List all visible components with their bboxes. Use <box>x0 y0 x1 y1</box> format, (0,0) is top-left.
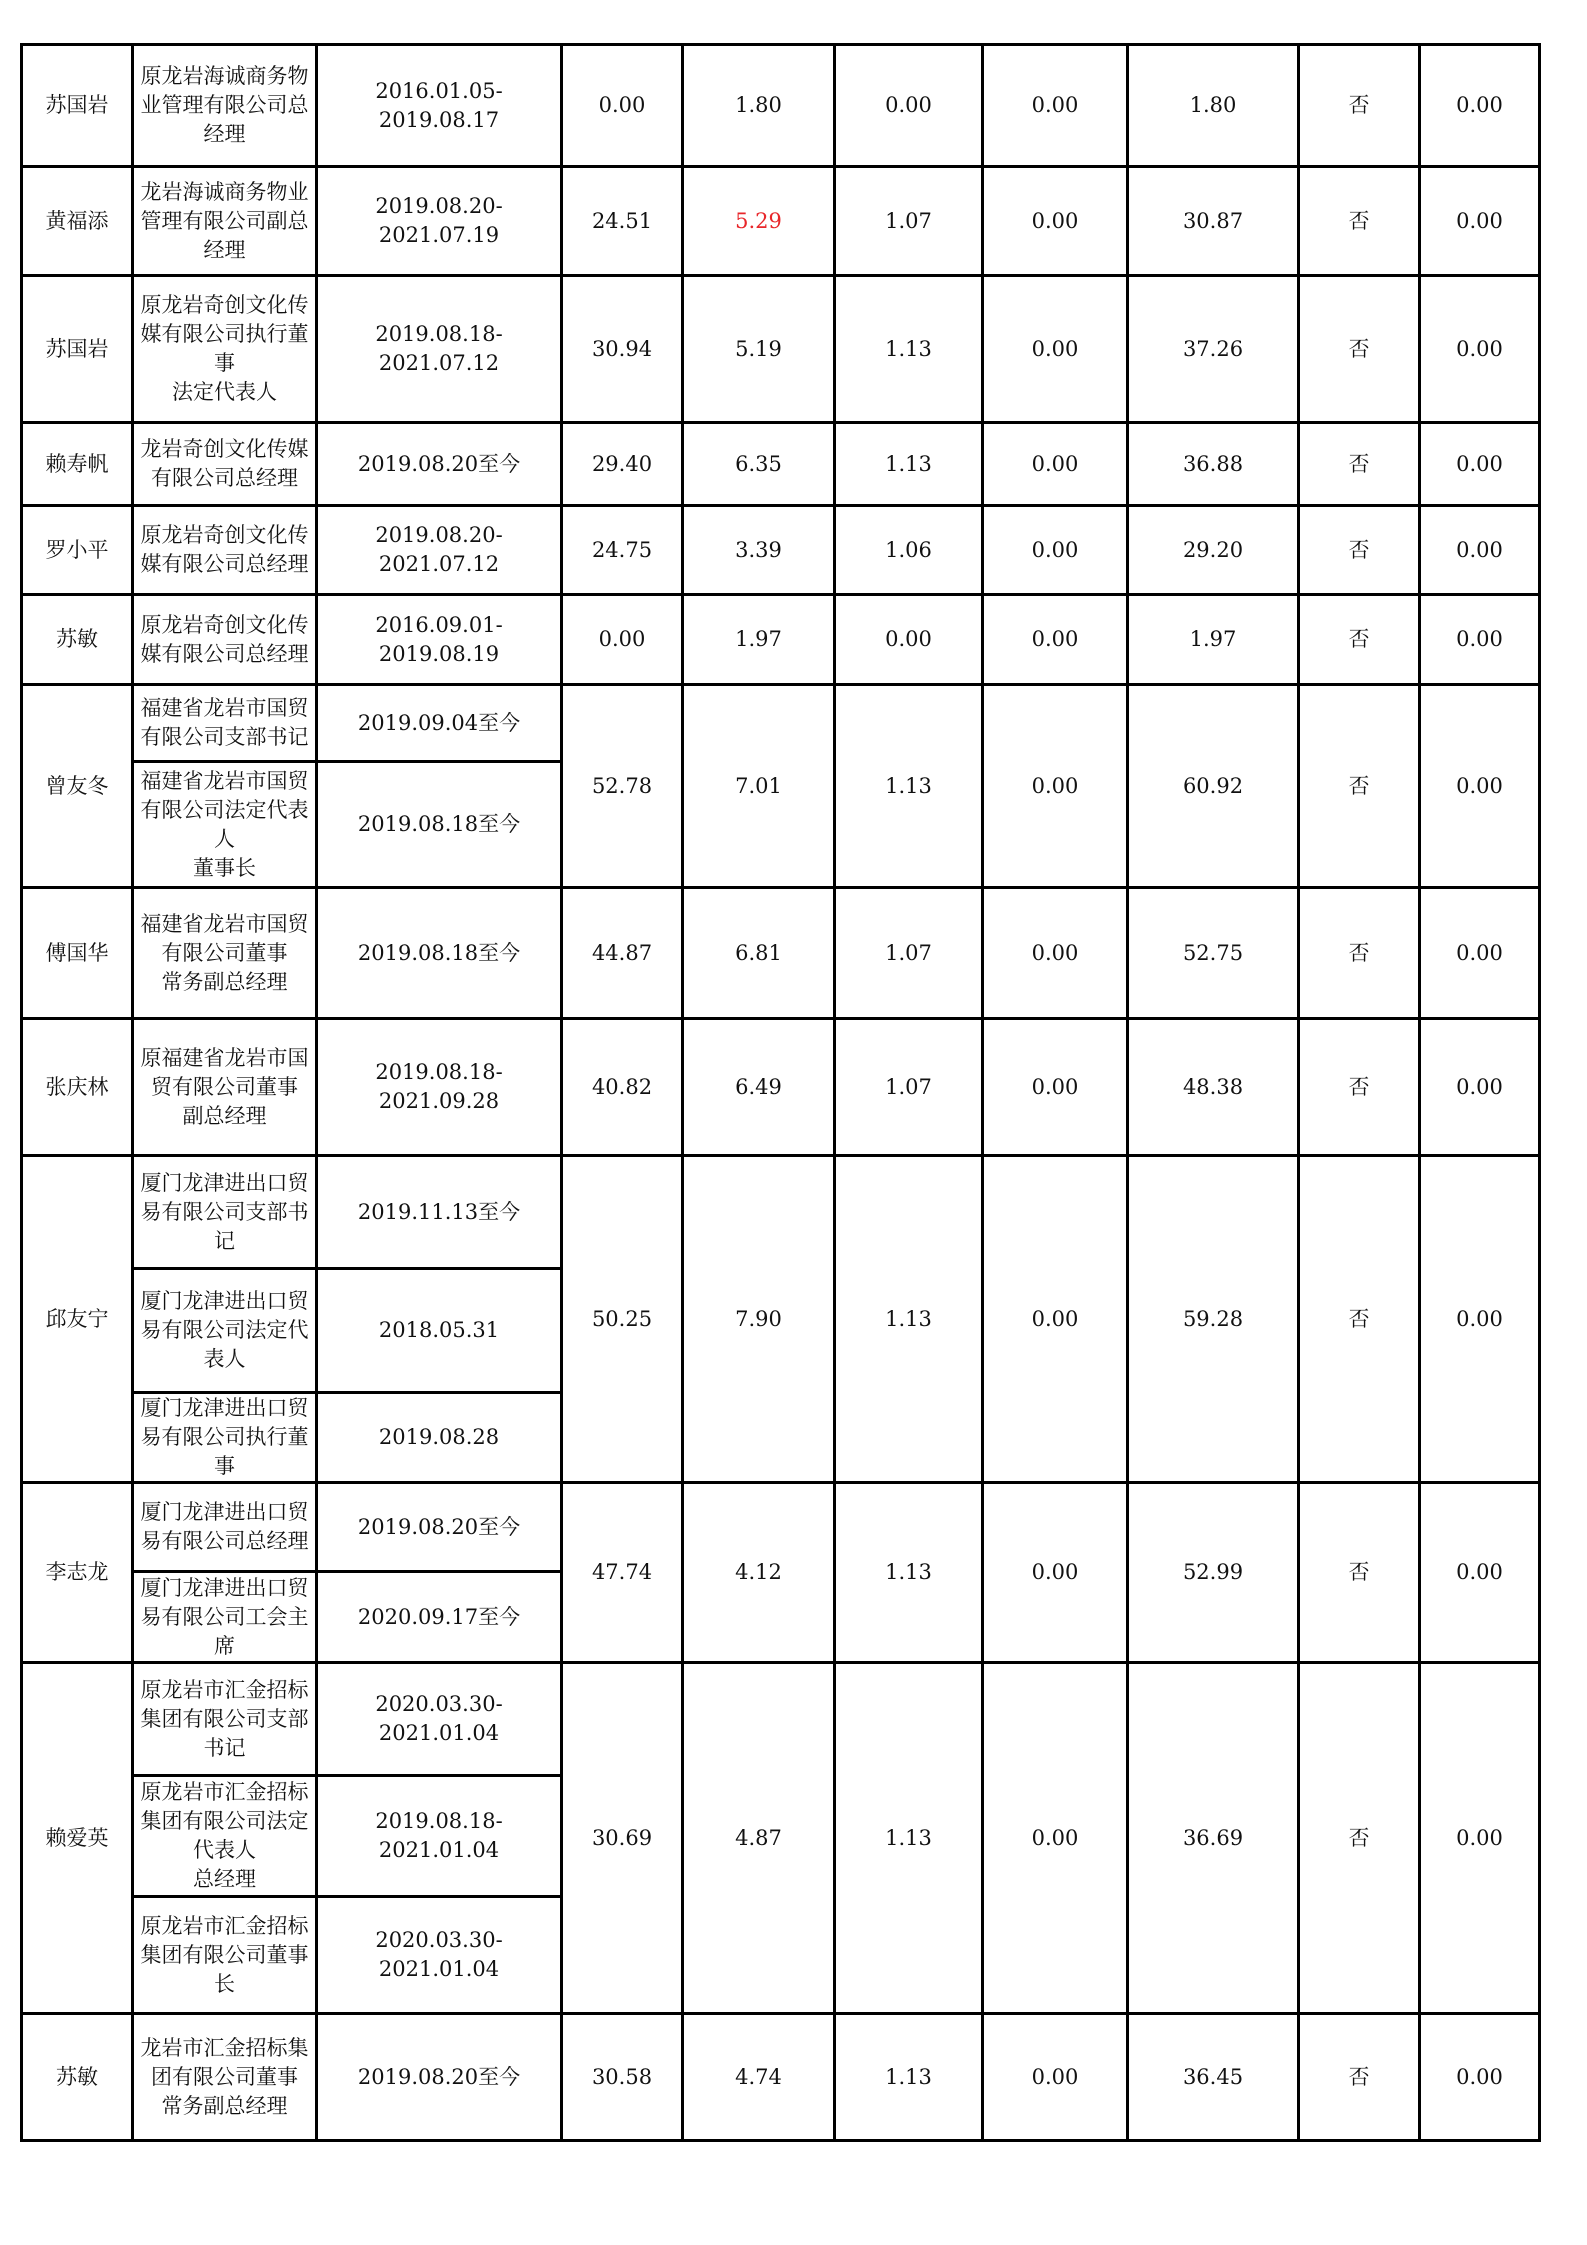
total-cell: 59.28 <box>1128 1156 1299 1483</box>
value-cell: 5.29 <box>683 167 835 276</box>
flag-cell: 否 <box>1299 2014 1420 2141</box>
total-cell: 36.69 <box>1128 1663 1299 2014</box>
value-cell: 0.00 <box>983 423 1128 506</box>
name-cell: 苏国岩 <box>22 276 133 423</box>
value-cell: 4.74 <box>683 2014 835 2141</box>
value-cell: 52.78 <box>562 685 683 888</box>
value-cell: 47.74 <box>562 1483 683 1663</box>
flag-cell: 否 <box>1299 595 1420 685</box>
term-cell: 2019.08.18至今 <box>317 762 562 888</box>
value-cell: 7.90 <box>683 1156 835 1483</box>
position-cell: 龙岩海诚商务物业管理有限公司副总经理 <box>133 167 317 276</box>
table-row <box>22 888 1540 1019</box>
value-cell: 0.00 <box>1420 1019 1540 1156</box>
value-cell: 0.00 <box>983 45 1128 167</box>
value-cell: 0.00 <box>1420 506 1540 595</box>
position-cell: 龙岩市汇金招标集团有限公司董事 常务副总经理 <box>133 2014 317 2141</box>
value-cell: 0.00 <box>983 595 1128 685</box>
value-cell: 24.75 <box>562 506 683 595</box>
value-cell: 0.00 <box>1420 888 1540 1019</box>
value-cell: 0.00 <box>983 1019 1128 1156</box>
table-row <box>22 1156 1540 1269</box>
table-row <box>22 2014 1540 2141</box>
name-cell: 苏敏 <box>22 2014 133 2141</box>
value-cell: 30.58 <box>562 2014 683 2141</box>
name-cell: 苏敏 <box>22 595 133 685</box>
name-cell: 赖寿帆 <box>22 423 133 506</box>
position-cell: 原龙岩奇创文化传媒有限公司执行董事 法定代表人 <box>133 276 317 423</box>
value-cell: 24.51 <box>562 167 683 276</box>
value-cell: 0.00 <box>1420 1663 1540 2014</box>
table-row <box>22 1019 1540 1156</box>
flag-cell: 否 <box>1299 1019 1420 1156</box>
table-row <box>22 595 1540 685</box>
value-cell: 4.12 <box>683 1483 835 1663</box>
position-cell: 原龙岩市汇金招标集团有限公司董事长 <box>133 1897 317 2014</box>
value-cell: 0.00 <box>1420 167 1540 276</box>
position-cell: 福建省龙岩市国贸有限公司董事 常务副总经理 <box>133 888 317 1019</box>
position-cell: 原龙岩海诚商务物业管理有限公司总经理 <box>133 45 317 167</box>
table-row <box>22 685 1540 762</box>
value-cell: 1.06 <box>835 506 983 595</box>
value-cell: 1.13 <box>835 2014 983 2141</box>
term-cell: 2019.08.18- 2021.09.28 <box>317 1019 562 1156</box>
term-cell: 2019.08.18至今 <box>317 888 562 1019</box>
value-cell: 0.00 <box>1420 1156 1540 1483</box>
term-cell: 2019.09.04至今 <box>317 685 562 762</box>
total-cell: 1.97 <box>1128 595 1299 685</box>
compensation-table <box>20 43 1541 2142</box>
value-cell: 6.81 <box>683 888 835 1019</box>
value-cell: 1.13 <box>835 276 983 423</box>
value-cell: 30.94 <box>562 276 683 423</box>
table-row <box>22 167 1540 276</box>
value-cell: 1.07 <box>835 167 983 276</box>
total-cell: 1.80 <box>1128 45 1299 167</box>
term-cell: 2016.01.05- 2019.08.17 <box>317 45 562 167</box>
total-cell: 48.38 <box>1128 1019 1299 1156</box>
table-row <box>22 506 1540 595</box>
term-cell: 2019.08.20- 2021.07.19 <box>317 167 562 276</box>
term-cell: 2019.08.20至今 <box>317 1483 562 1572</box>
term-cell: 2019.08.20- 2021.07.12 <box>317 506 562 595</box>
position-cell: 厦门龙津进出口贸易有限公司法定代表人 <box>133 1269 317 1393</box>
name-cell: 苏国岩 <box>22 45 133 167</box>
term-cell: 2019.08.28 <box>317 1393 562 1483</box>
value-cell: 1.13 <box>835 1483 983 1663</box>
value-cell: 50.25 <box>562 1156 683 1483</box>
value-cell: 0.00 <box>983 167 1128 276</box>
value-cell: 0.00 <box>983 1483 1128 1663</box>
value-cell: 1.13 <box>835 685 983 888</box>
position-cell: 原福建省龙岩市国贸有限公司董事 副总经理 <box>133 1019 317 1156</box>
flag-cell: 否 <box>1299 45 1420 167</box>
value-cell: 5.19 <box>683 276 835 423</box>
value-cell: 0.00 <box>983 1663 1128 2014</box>
value-cell: 0.00 <box>1420 276 1540 423</box>
name-cell: 曾友冬 <box>22 685 133 888</box>
value-cell: 0.00 <box>1420 685 1540 888</box>
position-cell: 福建省龙岩市国贸有限公司支部书记 <box>133 685 317 762</box>
total-cell: 29.20 <box>1128 506 1299 595</box>
term-cell: 2019.08.18- 2021.07.12 <box>317 276 562 423</box>
term-cell: 2020.03.30- 2021.01.04 <box>317 1663 562 1776</box>
value-cell: 0.00 <box>1420 595 1540 685</box>
name-cell: 赖爱英 <box>22 1663 133 2014</box>
term-cell: 2018.05.31 <box>317 1269 562 1393</box>
value-cell: 0.00 <box>835 45 983 167</box>
value-cell: 0.00 <box>983 1156 1128 1483</box>
value-cell: 1.07 <box>835 888 983 1019</box>
term-cell: 2019.08.20至今 <box>317 2014 562 2141</box>
flag-cell: 否 <box>1299 1483 1420 1663</box>
value-cell: 0.00 <box>983 506 1128 595</box>
value-cell: 6.49 <box>683 1019 835 1156</box>
value-cell: 0.00 <box>1420 2014 1540 2141</box>
table-row <box>22 45 1540 167</box>
value-cell: 0.00 <box>1420 45 1540 167</box>
value-cell: 0.00 <box>1420 1483 1540 1663</box>
total-cell: 60.92 <box>1128 685 1299 888</box>
value-cell: 1.07 <box>835 1019 983 1156</box>
value-cell: 4.87 <box>683 1663 835 2014</box>
value-cell: 1.80 <box>683 45 835 167</box>
flag-cell: 否 <box>1299 506 1420 595</box>
position-cell: 原龙岩奇创文化传媒有限公司总经理 <box>133 506 317 595</box>
name-cell: 邱友宁 <box>22 1156 133 1483</box>
term-cell: 2016.09.01- 2019.08.19 <box>317 595 562 685</box>
position-cell: 原龙岩市汇金招标集团有限公司支部书记 <box>133 1663 317 1776</box>
value-cell: 6.35 <box>683 423 835 506</box>
value-cell: 40.82 <box>562 1019 683 1156</box>
value-cell: 0.00 <box>983 888 1128 1019</box>
total-cell: 36.45 <box>1128 2014 1299 2141</box>
term-cell: 2019.11.13至今 <box>317 1156 562 1269</box>
position-cell: 厦门龙津进出口贸易有限公司执行董事 <box>133 1393 317 1483</box>
flag-cell: 否 <box>1299 1663 1420 2014</box>
term-cell: 2020.03.30- 2021.01.04 <box>317 1897 562 2014</box>
position-cell: 原龙岩奇创文化传媒有限公司总经理 <box>133 595 317 685</box>
value-cell: 29.40 <box>562 423 683 506</box>
name-cell: 傅国华 <box>22 888 133 1019</box>
flag-cell: 否 <box>1299 888 1420 1019</box>
term-cell: 2019.08.20至今 <box>317 423 562 506</box>
table-row <box>22 423 1540 506</box>
total-cell: 30.87 <box>1128 167 1299 276</box>
position-cell: 原龙岩市汇金招标集团有限公司法定代表人 总经理 <box>133 1776 317 1897</box>
value-cell: 7.01 <box>683 685 835 888</box>
value-cell: 44.87 <box>562 888 683 1019</box>
value-cell: 0.00 <box>1420 423 1540 506</box>
total-cell: 37.26 <box>1128 276 1299 423</box>
flag-cell: 否 <box>1299 423 1420 506</box>
value-cell: 0.00 <box>835 595 983 685</box>
position-cell: 厦门龙津进出口贸易有限公司支部书记 <box>133 1156 317 1269</box>
value-cell: 1.13 <box>835 1663 983 2014</box>
value-cell: 1.13 <box>835 423 983 506</box>
total-cell: 36.88 <box>1128 423 1299 506</box>
table-row <box>22 1663 1540 1776</box>
total-cell: 52.99 <box>1128 1483 1299 1663</box>
term-cell: 2020.09.17至今 <box>317 1572 562 1663</box>
flag-cell: 否 <box>1299 1156 1420 1483</box>
value-cell: 1.13 <box>835 1156 983 1483</box>
table-row <box>22 1483 1540 1572</box>
value-cell: 30.69 <box>562 1663 683 2014</box>
position-cell: 福建省龙岩市国贸有限公司法定代表人 董事长 <box>133 762 317 888</box>
position-cell: 厦门龙津进出口贸易有限公司总经理 <box>133 1483 317 1572</box>
table-body <box>22 45 1540 2141</box>
name-cell: 李志龙 <box>22 1483 133 1663</box>
flag-cell: 否 <box>1299 276 1420 423</box>
value-cell: 0.00 <box>983 276 1128 423</box>
flag-cell: 否 <box>1299 685 1420 888</box>
value-cell: 3.39 <box>683 506 835 595</box>
position-cell: 厦门龙津进出口贸易有限公司工会主席 <box>133 1572 317 1663</box>
name-cell: 黄福添 <box>22 167 133 276</box>
table-row <box>22 276 1540 423</box>
position-cell: 龙岩奇创文化传媒有限公司总经理 <box>133 423 317 506</box>
name-cell: 张庆林 <box>22 1019 133 1156</box>
term-cell: 2019.08.18- 2021.01.04 <box>317 1776 562 1897</box>
value-cell: 0.00 <box>983 685 1128 888</box>
value-cell: 0.00 <box>983 2014 1128 2141</box>
value-cell: 0.00 <box>562 595 683 685</box>
value-cell: 1.97 <box>683 595 835 685</box>
value-cell: 0.00 <box>562 45 683 167</box>
name-cell: 罗小平 <box>22 506 133 595</box>
flag-cell: 否 <box>1299 167 1420 276</box>
total-cell: 52.75 <box>1128 888 1299 1019</box>
